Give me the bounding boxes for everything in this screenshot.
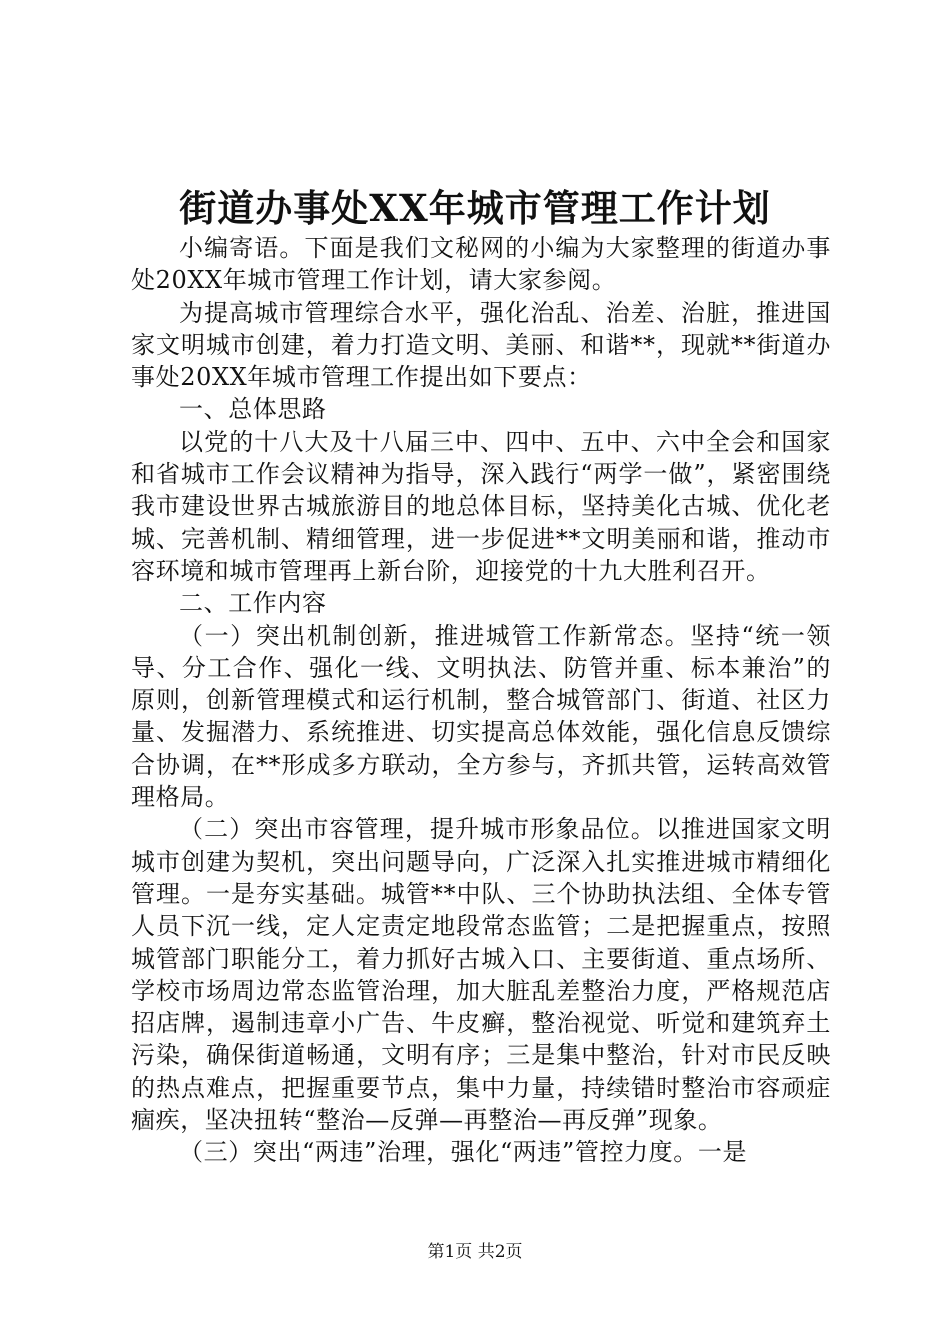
document-title: 街道办事处XX年城市管理工作计划 — [179, 186, 771, 230]
page-footer: 第1页 共2页 — [427, 1242, 523, 1262]
overall-approach-paragraph: 以党的十八大及十八届三中、四中、五中、六中全会和国家和省城市工作会议精神为指导，深入践行“两学一做”，紧密围绕我市建设世界古城旅游目的地总体目标，坚持美化古城、优化老城、完善机制、精细管理，进一步促进**文明美丽和谐，推动市容环境和城市管理再上新台阶，迎接党的十九大胜利召开。 — [131, 427, 831, 585]
work-item-3-paragraph: （三）突出“两违”治理，强化“两违”管控力度。一是 — [179, 1138, 748, 1167]
work-item-2-paragraph: （二）突出市容管理，提升城市形象品位。以推进国家文明城市创建为契机，突出问题导向，广泛深入扎实推进城市精细化管理。一是夯实基础。城管**中队、三个协助执法组、全体专管人员下沉一线，定人定责定地段常态监管；二是把握重点，按照城管部门职能分工，着力抓好古城入口、主要街道、重点场所、学校市场周边常态监管治理，加大脏乱差整治力度，严格规范店招店牌，遏制违章小广告、牛皮癣，整治视觉、听觉和建筑弃土污染，确保街道畅通，文明有序；三是集中整治，针对市民反映的热点难点，把握重要节点，集中力量，持续错时整治市容顽症痼疾，坚决扭转“整治—反弹—再整治—再反弹”现象。 — [131, 815, 831, 1135]
work-item-1-paragraph: （一）突出机制创新，推进城管工作新常态。坚持“统一领导、分工合作、强化一线、文明执法、防管并重、标本兼治”的原则，创新管理模式和运行机制，整合城管部门、街道、社区力量、发掘潜力、系统推进、切实提高总体效能，强化信息反馈综合协调，在**形成多方联动，全方参与，齐抓共管，运转高效管理格局。 — [131, 621, 831, 812]
section-heading-overall-approach: 一、总体思路 — [179, 395, 327, 424]
document-body — [131, 232, 831, 1169]
intro-paragraph: 小编寄语。下面是我们文秘网的小编为大家整理的街道办事处20XX年城市管理工作计划，请大家参阅。 — [131, 234, 831, 295]
section-heading-work-content: 二、工作内容 — [179, 589, 327, 618]
purpose-paragraph: 为提高城市管理综合水平，强化治乱、治差、治脏，推进国家文明城市创建，着力打造文明、美丽、和谐**，现就**街道办事处20XX年城市管理工作提出如下要点： — [131, 298, 831, 392]
